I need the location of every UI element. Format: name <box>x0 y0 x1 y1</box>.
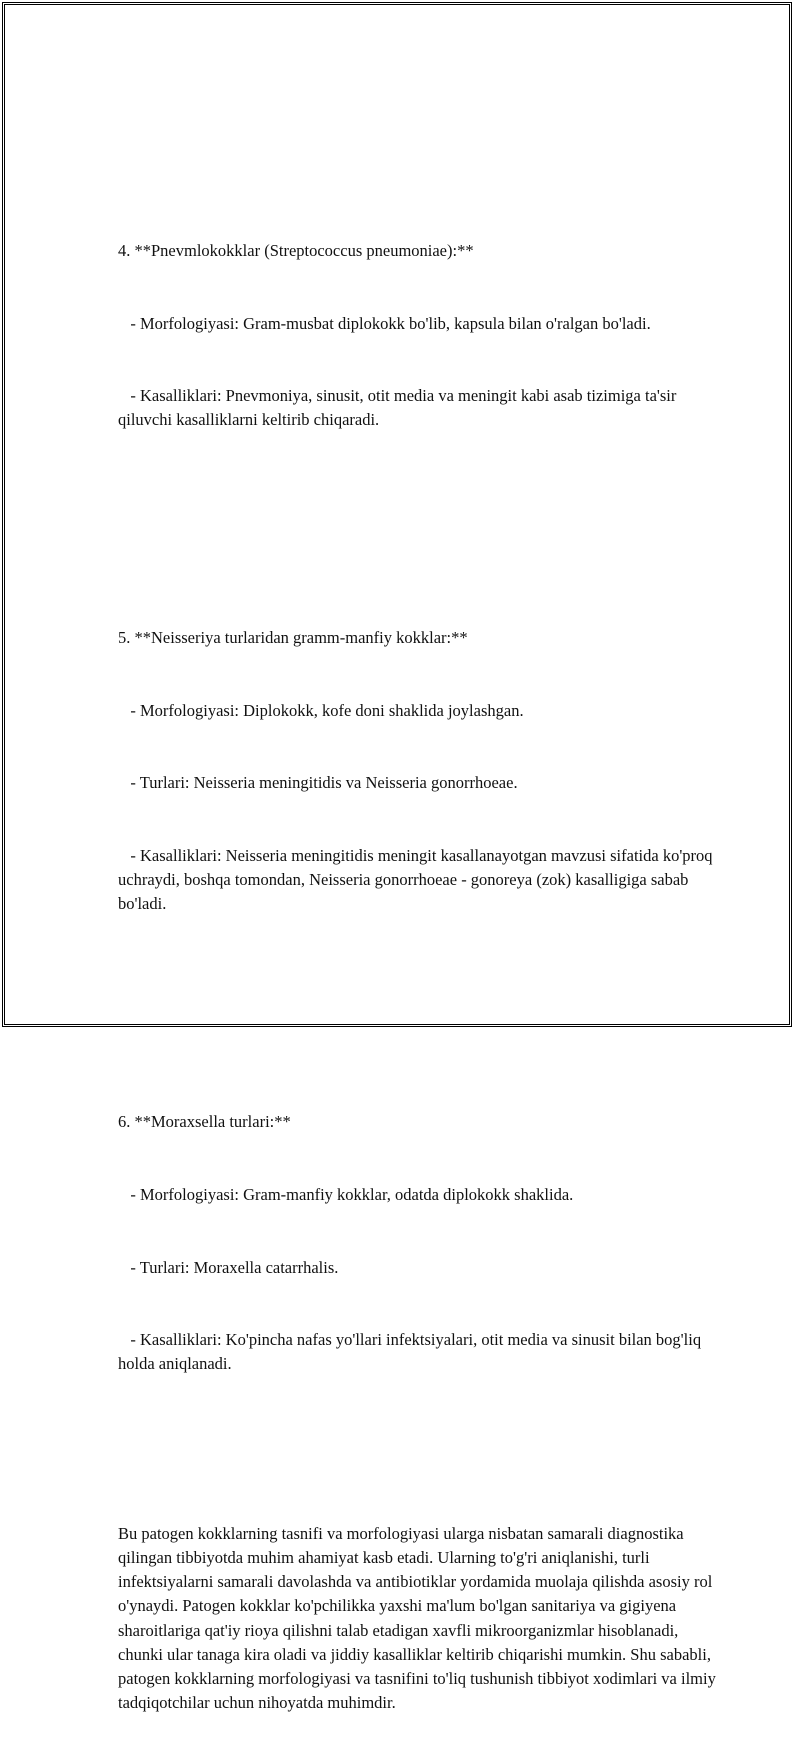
section-heading: 5. **Neisseriya turlaridan gramm-manfiy kokklar:** <box>118 628 468 648</box>
diseases-line: - Kasalliklari: Pnevmoniya, sinusit, otit media va meningit kabi asab tizimiga ta'sir qiluvchi kasalliklarni keltirib chiqaradi. <box>118 386 681 430</box>
section-heading: 6. **Moraxsella turlari:** <box>118 1112 291 1132</box>
conclusion-paragraph: Bu patogen kokklarning tasnifi va morfologiyasi ularga nisbatan samarali diagnostika qilingan tibbiyotda muhim ahamiyat kasb etadi. Ularning to'g'ri aniqlanishi, turli infektsiyalarni samarali davolashda va antibiotiklar yordamida muolaja qilishda asosiy rol o'ynaydi. Patogen kokklar ko'pchilikka yaxshi ma'lum bo'lgan sanitariya va gigiyena sharoitlariga qat'iy rioya qilishni talab etadigan xavfli mikroorganizmlar hisoblanadi, chunki ular tanaga kira oladi va jiddiy kasalliklar keltirib chiqarishi mumkin. Shu sababli, patogen kokklarning morfologiyasi va tasnifini to'liq tushunish tibbiyot xodimlari va ilmiy tadqiqotchilar uchun nihoyatda muhimdir. <box>118 1523 720 1713</box>
diseases-line: - Kasalliklari: Ko'pincha nafas yo'llari infektsiyalari, otit media va sinusit bilan bog'liq holda aniqlanadi. <box>118 1330 706 1374</box>
section-moraxella <box>118 1062 718 1425</box>
types-line: - Turlari: Neisseria meningitidis va Neisseria gonorrhoeae. <box>118 773 518 793</box>
section-pneumococci <box>118 191 718 481</box>
morphology-line: - Morfologiyasi: Gram-manfiy kokklar, odatda diplokokk shaklida. <box>118 1184 574 1204</box>
section-heading: 4. **Pnevmlokokklar (Streptococcus pneumoniae):** <box>118 241 474 261</box>
types-line: - Turlari: Moraxella catarrhalis. <box>118 1257 339 1277</box>
document-body <box>118 118 718 1764</box>
diseases-line: - Kasalliklari: Neisseria meningitidis meningit kasallanayotgan mavzusi sifatida ko'proq uchraydi, boshqa tomondan, Neisseria gonorrhoeae - gonoreya (zok) kasalligiga sabab bo'ladi. <box>118 846 717 914</box>
morphology-line: - Morfologiyasi: Gram-musbat diplokokk bo'lib, kapsula bilan o'ralgan bo'ladi. <box>118 313 651 333</box>
section-neisseria <box>118 578 718 965</box>
morphology-line: - Morfologiyasi: Diplokokk, kofe doni shaklida joylashgan. <box>118 700 524 720</box>
